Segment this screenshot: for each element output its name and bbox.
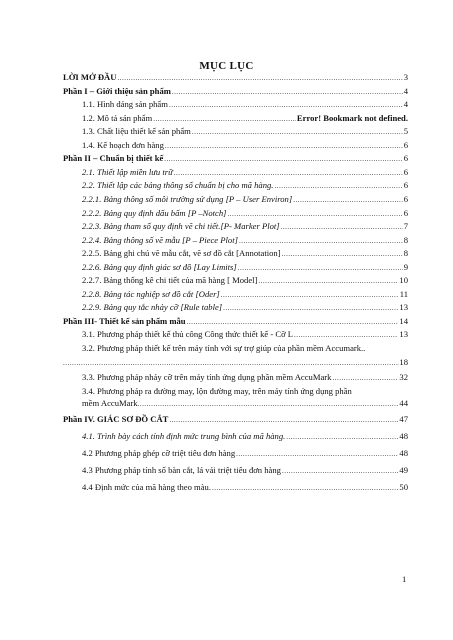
toc-leader-dots bbox=[286, 431, 398, 443]
toc-entry[interactable] bbox=[82, 262, 408, 274]
toc-entry-page: 6 bbox=[403, 207, 408, 218]
toc-entry-label: Phần II – Chuẩn bị thiết kế bbox=[63, 153, 164, 164]
toc-entry[interactable] bbox=[82, 180, 408, 192]
toc-entry[interactable] bbox=[63, 153, 408, 165]
toc-entry-continuation[interactable] bbox=[82, 398, 408, 410]
toc-entry-page: 14 bbox=[399, 315, 408, 326]
toc-entry-page: 6 bbox=[403, 166, 408, 177]
toc-entry-label: 2.2.3. Bảng tham số quy định vẽ chi tiết.[P- Marker Plot] bbox=[82, 221, 280, 232]
toc-entry-label: 2.2.1. Bảng thông số môi trường sử dụng [P – User Environ] bbox=[82, 193, 293, 204]
toc-leader-dots bbox=[221, 289, 399, 301]
toc-leader-dots bbox=[239, 235, 403, 247]
toc-entry[interactable] bbox=[63, 414, 408, 426]
toc-entry-page: 49 bbox=[399, 464, 408, 475]
toc-entry-label: 2.1. Thiết lập miền lưu trữ bbox=[82, 166, 173, 177]
toc-entry[interactable] bbox=[82, 194, 408, 206]
toc-entry-label[interactable]: 3.2. Phương pháp thiết kế trên máy tính với sự trợ giúp của phần mềm Accumark.. bbox=[82, 343, 366, 353]
toc-leader-dots bbox=[165, 140, 403, 152]
toc-entry-label: 1.2. Mô tả sản phẩm bbox=[82, 112, 153, 123]
toc-entry-page: 4 bbox=[403, 85, 408, 96]
toc-leader-dots bbox=[172, 86, 403, 98]
toc-leader-dots bbox=[281, 221, 403, 233]
toc-leader-dots bbox=[294, 329, 398, 341]
toc-entry[interactable] bbox=[82, 372, 408, 384]
toc-entry[interactable] bbox=[82, 167, 408, 179]
toc-entry-label: 2.2. Thiết lập các bảng thông số chuẩn bị cho mã hàng. bbox=[82, 180, 274, 191]
toc-entry[interactable] bbox=[63, 316, 408, 328]
toc-leader-dots bbox=[153, 113, 296, 125]
toc-entry[interactable] bbox=[82, 140, 408, 152]
toc-entry-page: 6 bbox=[403, 153, 408, 164]
toc-leader-dots bbox=[236, 448, 398, 460]
page-title: MỤC LỤC bbox=[199, 60, 254, 72]
toc-entry-label: 4.2 Phương pháp ghép cỡ triệt tiêu đơn hàng bbox=[82, 447, 236, 458]
toc-leader-dots bbox=[138, 398, 400, 410]
toc-entry-label: mềm AccuMark bbox=[82, 398, 138, 409]
toc-entry[interactable] bbox=[82, 126, 408, 138]
toc-entry-label: 4.4 Định mức của mã hàng theo màu. bbox=[82, 481, 211, 492]
toc-leader-dots bbox=[282, 465, 398, 477]
toc-entry[interactable] bbox=[82, 482, 408, 494]
toc-entry-label: 2.2.6. Bảng quy định giác sơ đồ [Lay Limits] bbox=[82, 261, 237, 272]
toc-entry[interactable] bbox=[63, 72, 408, 84]
toc-entry-continuation[interactable] bbox=[63, 357, 408, 369]
toc-entry-page: 13 bbox=[399, 302, 408, 313]
toc-entry[interactable] bbox=[82, 235, 408, 247]
toc-entry-label: 2.2.5. Bảng ghi chú vẽ mẫu cắt, vẽ sơ đồ cắt [Annotation] bbox=[82, 248, 281, 259]
toc-entry-page: 6 bbox=[403, 139, 408, 150]
toc-entry-label[interactable]: 3.4. Phương pháp ra đường may, lộn đường may, trên máy tính ứng dụng phần bbox=[82, 386, 352, 397]
toc-entry-page: 11 bbox=[399, 288, 408, 299]
toc-entry-label: 2.2.8. Bảng tác nghiệp sơ đồ cắt [Oder] bbox=[82, 288, 220, 299]
toc-leader-dots bbox=[293, 194, 403, 206]
toc-entry[interactable] bbox=[63, 86, 408, 98]
toc-entry-label: 2.2.9. Bảng quy tắc nhảy cỡ [Rule table] bbox=[82, 302, 223, 313]
toc-entry-page: 3 bbox=[403, 72, 408, 82]
toc-entry-page: 47 bbox=[399, 413, 408, 424]
toc-leader-dots bbox=[169, 414, 398, 426]
toc-entry-page: 13 bbox=[399, 329, 408, 340]
toc-leader-dots bbox=[174, 167, 403, 179]
toc-entry-page: 8 bbox=[403, 234, 408, 245]
toc-entry-label: 2.2.2. Bảng quy định dấu bấm [P –Notch] bbox=[82, 207, 227, 218]
toc-leader-dots bbox=[63, 357, 399, 369]
toc-leader-dots bbox=[332, 372, 398, 384]
toc-leader-dots bbox=[258, 275, 398, 287]
toc-leader-dots bbox=[164, 153, 402, 165]
toc-entry[interactable] bbox=[82, 329, 408, 341]
toc-entry-page: Error! Bookmark not defined. bbox=[296, 112, 408, 123]
toc-leader-dots bbox=[228, 208, 403, 220]
toc-entry-label: Phần IV. GIÁC SƠ ĐỒ CẮT bbox=[63, 413, 169, 424]
toc-entry-page: 32 bbox=[399, 371, 408, 382]
toc-entry[interactable] bbox=[82, 302, 408, 314]
toc-leader-dots bbox=[192, 126, 403, 138]
toc-entry-page: 6 bbox=[403, 180, 408, 191]
toc-entry-label: 1.3. Chất liệu thiết kế sản phẩm bbox=[82, 126, 191, 137]
toc-entry-page: 48 bbox=[399, 430, 408, 441]
toc-entry-page: 4 bbox=[403, 99, 408, 110]
toc-entry-page: 10 bbox=[399, 275, 408, 286]
toc-entry-page: 50 bbox=[399, 481, 408, 492]
toc-entry[interactable] bbox=[82, 208, 408, 220]
toc-leader-dots bbox=[187, 316, 399, 328]
toc-entry-page: 44 bbox=[399, 398, 408, 409]
toc-entry-page: 8 bbox=[403, 248, 408, 259]
toc-entry[interactable] bbox=[82, 275, 408, 287]
toc-entry-page: 9 bbox=[403, 261, 408, 272]
toc-entry-label: 2.2.7. Bảng thống kê chi tiết của mã hàng [ Model] bbox=[82, 275, 258, 286]
toc-entry-label: 2.2.4. Bảng thông số vẽ mẫu [P – Piece Plot] bbox=[82, 234, 238, 245]
toc-entry-label: 1.4. Kế hoạch đơn hàng bbox=[82, 139, 164, 150]
toc-entry[interactable] bbox=[82, 465, 408, 477]
toc-leader-dots bbox=[212, 482, 398, 494]
toc-entry[interactable] bbox=[82, 113, 408, 125]
toc-entry-label: LỜI MỞ ĐẦU bbox=[63, 72, 117, 82]
toc-entry-label: 3.3. Phương pháp nhảy cỡ trên máy tính ứng dụng phần mềm AccuMark bbox=[82, 371, 332, 382]
toc-entry-label: 3.1. Phương pháp thiết kế thủ công Công thức thiết kế - Cỡ L bbox=[82, 329, 294, 340]
toc-entry-label: 4.1. Trình bày cách tính định mức trung bình của mã hàng. bbox=[82, 430, 286, 441]
toc-leader-dots bbox=[238, 262, 403, 274]
toc-entry-label: Phần III- Thiết kế sản phẩm mẫu bbox=[63, 315, 186, 326]
toc-entry[interactable] bbox=[82, 99, 408, 111]
toc-entry-label: Phần I – Giới thiệu sản phẩm bbox=[63, 85, 171, 96]
toc-entry[interactable] bbox=[82, 289, 408, 301]
toc-entry-page: 7 bbox=[403, 221, 408, 232]
toc-leader-dots bbox=[274, 180, 402, 192]
toc-entry-label: 4.3 Phương pháp tính số bàn cắt, lá vải triệt tiêu đơn hàng bbox=[82, 464, 281, 475]
toc-entry[interactable] bbox=[82, 221, 408, 233]
toc-entry-label: 1.1. Hình dáng sản phẩm bbox=[82, 99, 168, 110]
toc-entry-page: 5 bbox=[403, 126, 408, 137]
toc-entry[interactable] bbox=[82, 431, 408, 443]
toc-leader-dots bbox=[223, 302, 398, 314]
toc-leader-dots bbox=[282, 248, 403, 260]
toc-entry-page: 18 bbox=[399, 357, 408, 367]
toc-leader-dots bbox=[117, 72, 402, 84]
toc-entry[interactable] bbox=[82, 448, 408, 460]
toc-entry-page: 6 bbox=[403, 193, 408, 204]
toc-entry-page: 48 bbox=[399, 447, 408, 458]
page-number: 1 bbox=[402, 574, 407, 584]
toc-entry[interactable] bbox=[82, 248, 408, 260]
toc-leader-dots bbox=[169, 99, 403, 111]
